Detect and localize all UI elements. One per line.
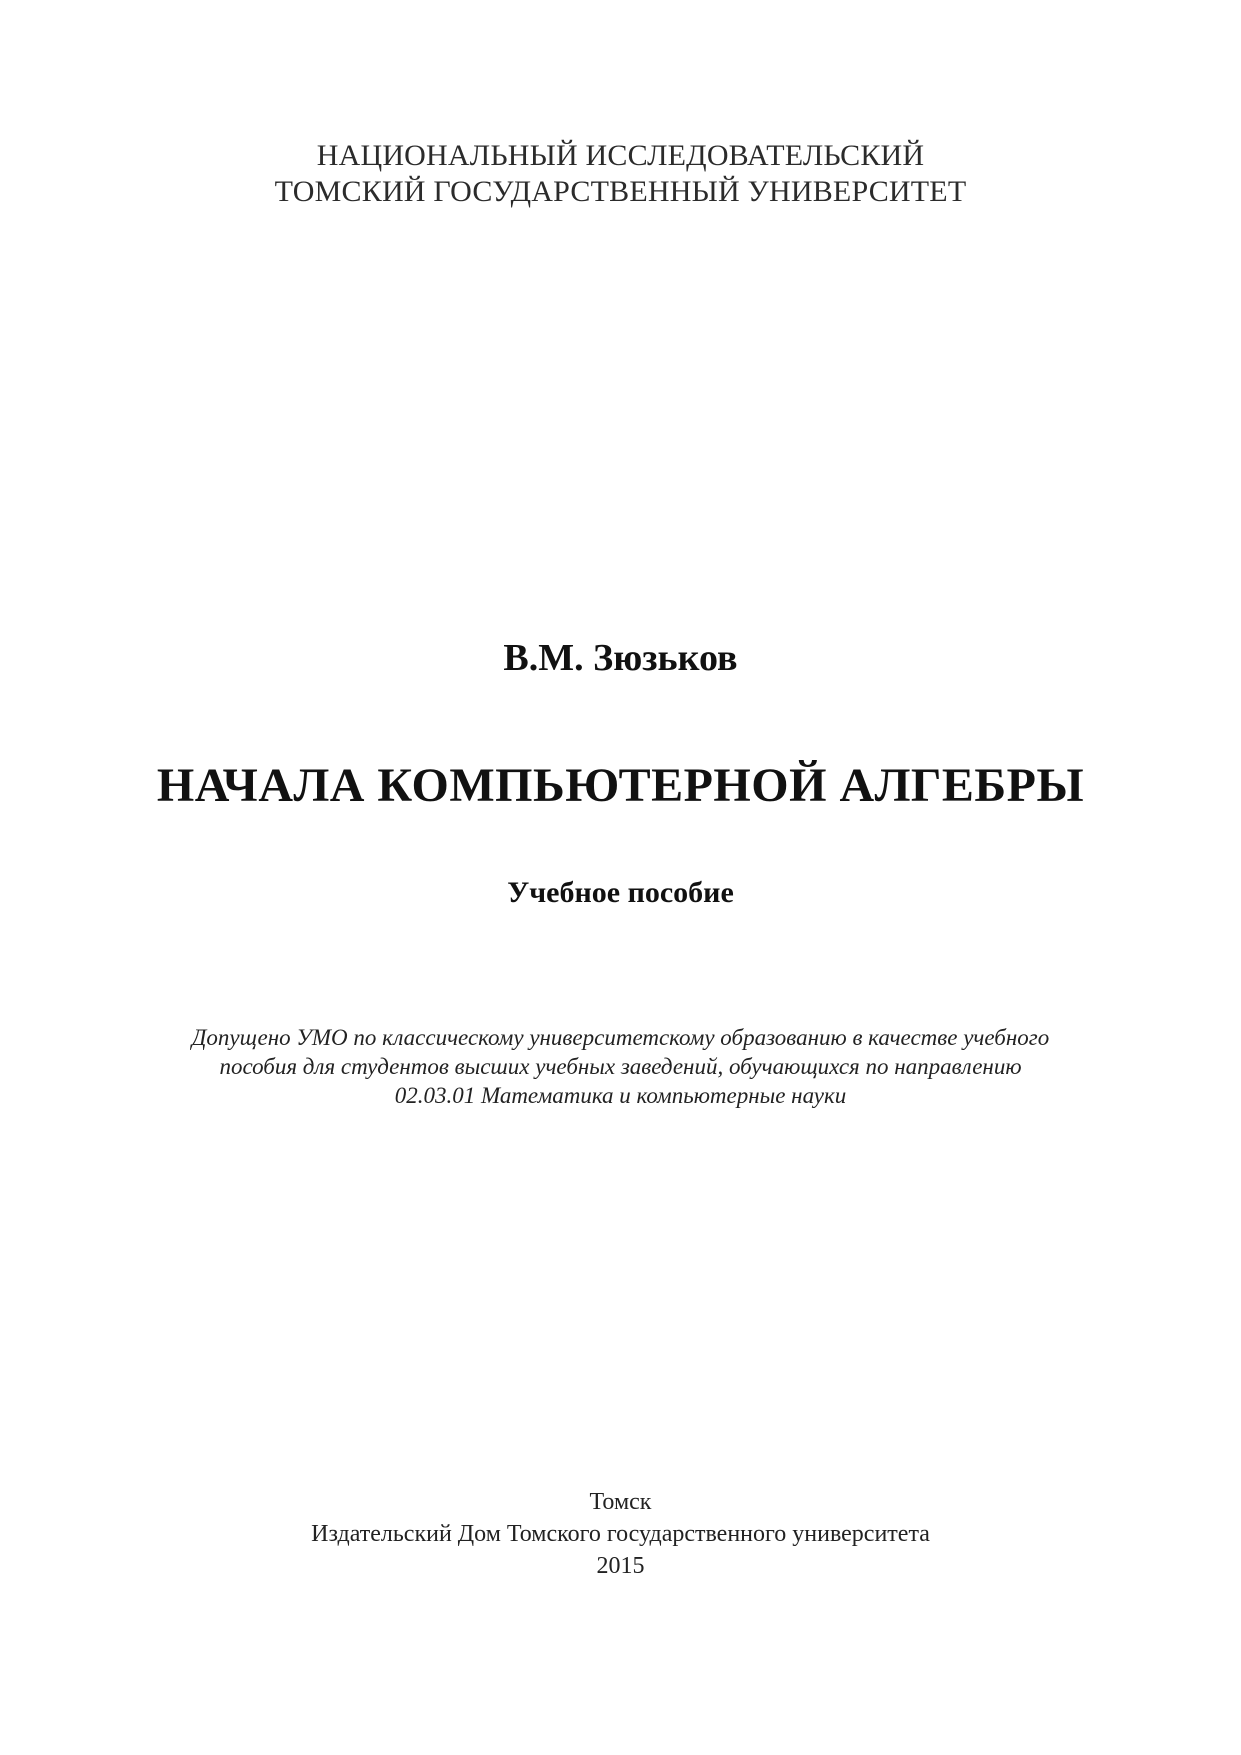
- university-name: [0, 138, 1241, 210]
- book-subtitle: Учебное пособие: [507, 876, 734, 909]
- approval-note: [0, 1023, 1241, 1110]
- imprint-year: 2015: [596, 1553, 645, 1579]
- approval-line-1: Допущено УМО по классическому университетскому образованию в качестве учебного: [191, 1025, 1050, 1050]
- author-name: В.М. Зюзьков: [503, 637, 738, 679]
- university-line-2: ТОМСКИЙ ГОСУДАРСТВЕННЫЙ УНИВЕРСИТЕТ: [274, 175, 967, 208]
- imprint-city: Томск: [589, 1489, 652, 1515]
- book-title: НАЧАЛА КОМПЬЮТЕРНОЙ АЛГЕБРЫ: [156, 759, 1085, 812]
- approval-line-3: 02.03.01 Математика и компьютерные науки: [394, 1083, 847, 1108]
- approval-line-2: пособия для студентов высших учебных заведений, обучающихся по направлению: [219, 1054, 1022, 1079]
- university-line-1: НАЦИОНАЛЬНЫЙ ИССЛЕДОВАТЕЛЬСКИЙ: [316, 139, 925, 172]
- imprint: [0, 1486, 1241, 1582]
- imprint-publisher: Издательский Дом Томского государственного университета: [311, 1521, 930, 1547]
